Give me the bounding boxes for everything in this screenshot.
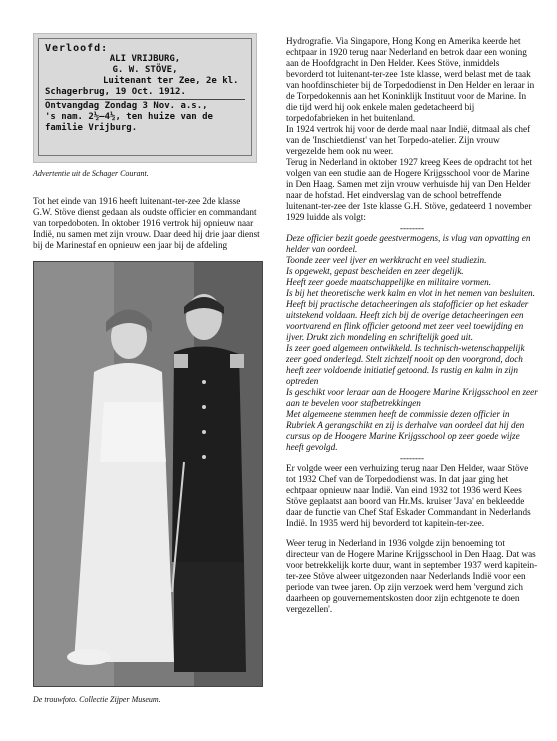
quote-line-2: Toonde zeer veel ijver en werkkracht en veel studiezin. xyxy=(286,255,487,265)
advertisement-frame xyxy=(38,38,252,156)
quote-line-8: Met algemeene stemmen heeft de commissie dezen officier in Rubriek A gerangschikt en zij is derhalve van oordeel dat hij den cursus op de Hoogere Marine Krijgsschool op zeer goede wijze heeft gevolgd. xyxy=(286,409,525,452)
quote-line-5: Is bij het theoretische werk kalm en vlot in het nemen van besluiten. Heeft bij practische detacheeringen als stafofficier op het eskader uitstekend voldaan. Heeft zich bij de overige detacheeringen een voortvarend en flink officier getoond met zeer veel toewijding en ijver. Drukt zich mondeling en schriftelijk goed uit. xyxy=(286,288,535,342)
ad-divider xyxy=(45,99,245,100)
quote-line-7: Is geschikt voor leraar aan de Hoogere Marine Krijgsschool en zeer aan te bevelen voor stafbetrekkingen xyxy=(286,387,538,408)
photo-caption: De trouwfoto. Collectie Zijper Museum. xyxy=(33,695,161,704)
quote-divider-top: -------- xyxy=(400,223,424,233)
ad-line-reception: Ontvangdag Zondag 3 Nov. a.s., xyxy=(45,101,208,111)
ad-line-heading: Verloofd: xyxy=(45,43,109,54)
left-column xyxy=(33,33,261,704)
ad-line-groom: G. W. STÖVE, xyxy=(112,65,178,75)
ad-line-rank: Luitenant ter Zee, 2e kl. xyxy=(103,76,239,86)
right-paragraph-1: Hydrografie. Via Singapore, Hong Kong en Amerika keerde het echtpaar in 1920 terug naar Nederland en betrok daar een woning aan de Hoofdgracht in Den Helder. Kees Stöve, inmiddels bevorderd tot luitenant-ter-zee 1ste klasse, werd belast met de taak van hoofdinschieter bij de Torpedodienst in Den Helder en leraar in de Torpedokennis aan het Koninklijk Instituut voor de Marine. In die tijd werd hij ook enkele malen gedetacheerd bij torpedofabrieken in het buitenland. xyxy=(286,36,535,123)
ad-line-place-date: Schagerbrug, 19 Oct. 1912. xyxy=(45,87,186,97)
right-paragraph-5: Weer terug in Nederland in 1936 volgde zijn benoeming tot directeur van de Hogere Marine Krijgsschool in Den Haag. Dat was voor betrekkelijk korte duur, want in september 1937 werd kapitein-ter-zee Stöve alweer uitgezonden naar Nederlands Indië voor een periode van twee jaren. Op zijn verzoek werd hem 'vergund zich daarheen op gouvernementskosten door zijn echtgenote te doen vergezellen'. xyxy=(286,538,538,614)
left-paragraph: Tot het einde van 1916 heeft luitenant-ter-zee 2de klasse G.W. Stöve dienst gedaan als oudste officier en commandant van torpedoboten. In oktober 1916 vertrok hij opnieuw naar Indië, nu samen met zijn vrouw. Daar deed hij drie jaar dienst bij de Marinestaf en opnieuw een jaar bij de afdeling xyxy=(33,196,260,250)
right-paragraph-2: In 1924 vertrok hij voor de derde maal naar Indië, ditmaal als chef van de 'Inschietdienst' van het Torpedo-atelier. Zijn vrouw vergezelde hem ook nu weer. xyxy=(286,124,531,156)
quote-line-1: Deze officier bezit goede geestvermogens, is vlug van opvatting en helder van oordeel. xyxy=(286,233,531,254)
quote-divider-bottom: -------- xyxy=(400,453,424,463)
ad-line-hours: 's nam. 2½—4½, ten huize van de xyxy=(45,112,213,122)
quote-line-6: Is zeer goed algemeen ontwikkeld. Is technisch-wetenschappelijk zeer goed onderlegd. Stelt zichzelf nooit op den voorgrond, doch heeft zeer voldoende initiatief getoond. Is rustig en kalm in zijn optreden xyxy=(286,343,525,386)
advertisement-caption: Advertentie uit de Schager Courant. xyxy=(33,169,149,178)
ad-line-family: familie Vrijburg. xyxy=(45,123,138,133)
quote-line-3: Is opgewekt, gepast bescheiden en zeer degelijk. xyxy=(286,266,464,276)
quote-line-4: Heeft zeer goede maatschappelijke en militaire vormen. xyxy=(286,277,492,287)
right-paragraph-4: Er volgde weer een verhuizing terug naar Den Helder, waar Stöve tot 1932 Chef van de Torpedodienst was. In dat jaar ging het echtpaar opnieuw naar Indië. Van eind 1932 tot 1936 werd Kees Stöve geplaatst aan boord van Hr.Ms. kruiser 'Java' en bekleedde daar de functie van Chef Staf Eskader Commandant in Nederlands Indië. In 1935 werd hij bevorderd tot kapitein-ter-zee. xyxy=(286,463,531,528)
wedding-photo xyxy=(33,261,263,687)
newspaper-advertisement xyxy=(33,33,257,163)
wedding-photo-illustration xyxy=(34,262,262,686)
paragraph-gap xyxy=(286,529,538,538)
right-paragraph-3: Terug in Nederland in oktober 1927 kreeg Kees de opdracht tot het volgen van een studie aan de Hogere Krijgsschool voor de Marine in Den Haag. Samen met zijn vrouw verhuisde hij van Den Helder naar de hofstad. Het eindverslag van de school betreffende luitenant-ter-zee der 1ste klasse G.H. Stöve, gedateerd 1 november 1929 luidde als volgt: xyxy=(286,157,533,222)
right-column xyxy=(286,36,538,615)
ad-line-bride: ALI VRIJBURG, xyxy=(109,54,181,64)
